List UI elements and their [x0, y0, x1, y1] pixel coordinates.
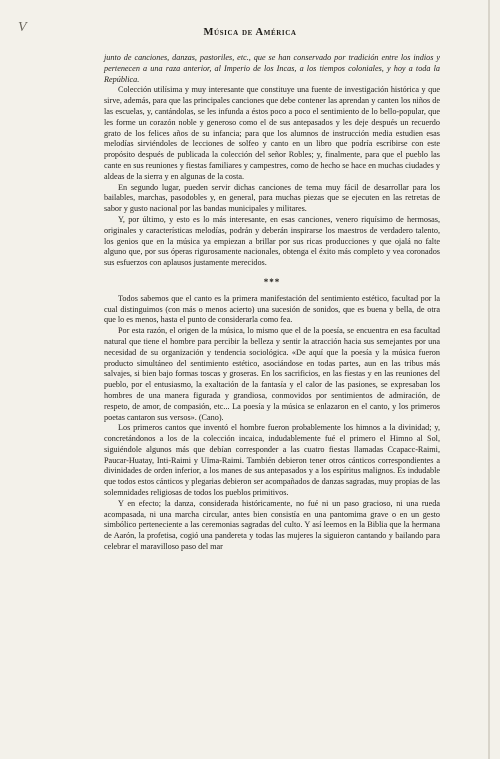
running-header: Música de América: [203, 27, 297, 38]
paragraph-7: Los primeros cantos que inventó el hombre fueron probablemente los himnos a la divinidad; y, concretándonos a los de la colección incaica, indudablemente fué el primero el Himno al Sol, siguiéndole algunos más que debían corresponder a las cuatro fiestas llamadas Ccapacc-Raimi, Paucar-Huatay, Inti-Raimi y Uïma-Raimi. También debieron tener otros cánticos correspondientes a divinidades de orden inferior, a los manes de sus antepasados y a los espíritus malignos. Es indudable que todos estos cánticos y plegarias debieron ser acompañados de danzas sagradas, muy propias de las solemnidades religiosas de todos los pueblos primitivos.: [104, 423, 440, 498]
paragraph-4: Y, por último, y esto es lo más interesante, en esas canciones, venero riquísimo de hermosas, originales y características melodías, podrán y deberán inspirarse los maestros de verdadero talento, los genios que en la música ya empiezan a brillar por sus ricas producciones y que ojalá no falte alguno que, por sus óperas rigurosamente nacionales, obtenga el éxito más completo y vea coronados sus esfuerzos con aplausos justamente merecidos.: [104, 214, 440, 268]
paragraph-5: Todos sabemos que el canto es la primera manifestación del sentimiento estético, facultad por la cual distinguimos (con más o menos acierto) una sucesión de sonidos, que es buena y bella, de otra que lo es menos, hasta el punto de considerarla como fea.: [104, 293, 440, 325]
paragraph-1: junto de canciones, danzas, pastoriles, etc., que se han conservado por tradición entre los indios y pertenecen a una raza anterior, al Imperio de los Incas, a los tiempos coloniales, y hoy a toda la República.: [104, 53, 440, 84]
paragraph-3: En segundo lugar, pueden servir dichas canciones de tema muy fácil de desarrollar para los bailables, marchas, pasodobles y, en general, para muchas piezas que se ejecuten en las retretas de sabor y gusto nacional por las bandas municipales y militares.: [104, 182, 440, 214]
page-edge-shadow: [488, 0, 490, 759]
margin-pencil-mark: V: [18, 20, 27, 35]
paragraph-2: Colección utilísima y muy interesante que constituye una fuente de investigación histórica y que sirve, además, para que las principales canciones que debe contener las aprendan y canten los niños de las escuelas, y, cantándolas, se les infunda a éstos poco a poco el sentimiento de lo bello-popular, que les forme un corazón noble y generoso como el de sus antepasados y les deje después un recuerdo grato de los felices años de su infancia; para que los alumnos de instrucción media estudien esas melodías sirviéndoles de lecciones de solfeo y canto en un libro que podría escribirse con este propósito después de publicada la colección del señor Robles; y, finalmente, para que el pueblo las cante en sus reuniones y fiestas familiares y campestres, como de hecho se hace en muchas ciudades y aldeas de la sierra y en algunas de la costa.: [104, 85, 440, 181]
paragraph-6: Por esta razón, el origen de la música, lo mismo que el de la poesía, se encuentra en esa facultad natural que tiene el hombre para percibir la belleza y sentir la atracción hacia sus semejantes por una necesidad de su organización y tendencia sociológica. «De aquí que la poesía y la música fueron producto simultáneo del sentimiento estético, asociándose en todas partes, aun en las tribus más salvajes, si bien bajo formas toscas y groseras. En los sacrificios, en las fiestas y en las reuniones del pueblo, por el entusiasmo, la exaltación de la fantasía y el calor de las pasiones, se expresaban los hombres de una manera figurada y grandiosa, conmovidos por sentimientos de admiración, de respeto, de amor, de compasión, etc... La poesía y la música se enlazaron en el canto, y los primeros poetas cantaron sus versos». (Cano).: [104, 326, 440, 422]
section-divider-stars: ***: [263, 276, 281, 287]
paragraph-8: Y en efecto; la danza, considerada históricamente, no fué ni un paso gracioso, ni una rueda acompasada, ni una marcha circular, antes bien consistía en una pantomima grave o en un gesto simbólico perteneciente a las ceremonias sagradas del culto. Y así leemos en la Biblia que la hermana de Aarón, la profetisa, cogió una pandereta y todas las mujeres la siguieron cantando y bailando para celebrar el maravilloso paso del mar: [104, 498, 440, 552]
body-text: [104, 53, 440, 553]
